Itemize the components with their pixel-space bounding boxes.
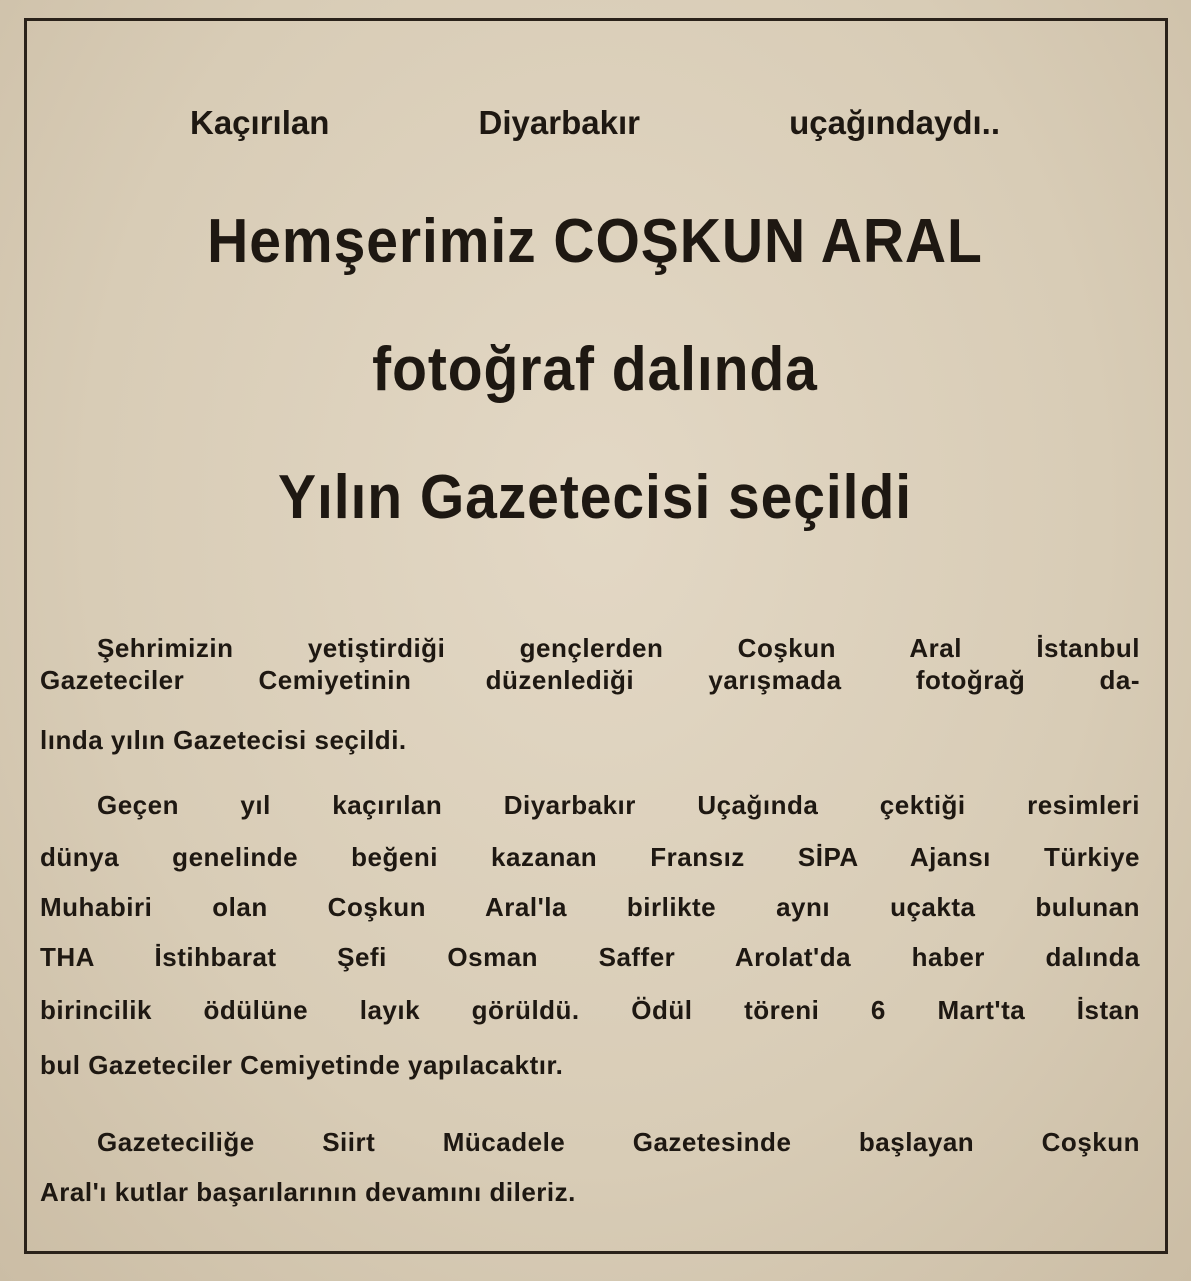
body-line: Muhabiri olan Coşkun Aral'la birlikte aynı uçakta bulunan xyxy=(40,892,1140,922)
body-line: lında yılın Gazetecisi seçildi. xyxy=(40,725,407,755)
body-line: dünya genelinde beğeni kazanan Fransız SİPA Ajansı Türkiye xyxy=(40,842,1140,872)
headline-line-2: fotoğraf dalında xyxy=(372,335,818,404)
headline-line-3: Yılın Gazetecisi seçildi xyxy=(278,463,912,532)
body-line: birincilik ödülüne layık görüldü. Ödül töreni 6 Mart'ta İstan xyxy=(40,995,1140,1025)
body-line: Gazeteciliğe Siirt Mücadele Gazetesinde başlayan Coşkun xyxy=(97,1127,1140,1157)
body-line: Aral'ı kutlar başarılarının devamını dileriz. xyxy=(40,1177,576,1207)
headline-line-1: Hemşerimiz COŞKUN ARAL xyxy=(207,207,983,276)
body-line: THA İstihbarat Şefi Osman Saffer Arolat'da haber dalında xyxy=(40,942,1140,972)
body-line: Gazeteciler Cemiyetinin düzenlediği yarışmada fotoğrağ da- xyxy=(40,665,1140,695)
body-line: Geçen yıl kaçırılan Diyarbakır Uçağında çektiği resimleri xyxy=(97,790,1140,820)
kicker: Kaçırılan Diyarbakır uçağındaydı.. xyxy=(190,104,1000,141)
body-line: Şehrimizin yetiştirdiği gençlerden Coşkun Aral İstanbul xyxy=(97,633,1140,663)
body-line: bul Gazeteciler Cemiyetinde yapılacaktır. xyxy=(40,1050,564,1080)
